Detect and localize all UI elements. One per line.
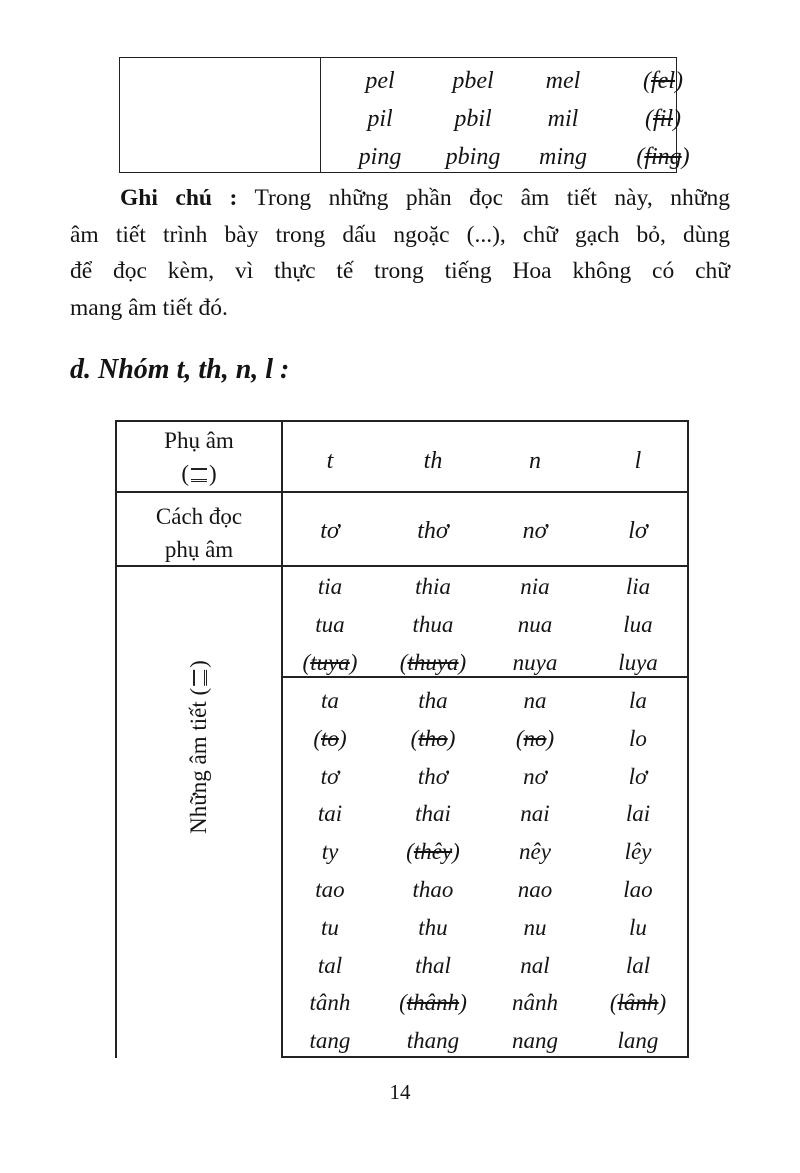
top-table-cell: (fing): [636, 144, 690, 170]
syllable-cell: thua: [412, 612, 454, 637]
top-table-cell: (fel): [643, 68, 683, 94]
struck-syllable: lânh: [617, 990, 659, 1016]
top-table-cell: pbel: [452, 68, 494, 94]
struck-syllable: tho: [418, 725, 448, 751]
syllable-cell: tânh: [309, 990, 351, 1016]
syllable-cell: lia: [625, 574, 651, 599]
syllable-cell: thao: [412, 877, 454, 902]
struck-syllable: thuya: [407, 650, 459, 675]
syllable-cell: thơ: [417, 763, 449, 789]
syllable-cell: nia: [520, 574, 550, 599]
syllable-cell: lu: [629, 914, 647, 940]
table-rule-header: [115, 491, 689, 493]
syllable-cell: thang: [406, 1028, 460, 1054]
syllable-cell: nânh: [512, 990, 558, 1016]
syllable-cell: thal: [415, 952, 451, 978]
table-border-top: [115, 420, 689, 422]
chinese-char-glyph-icon: [191, 468, 207, 482]
struck-syllable: to: [321, 725, 339, 751]
syllable-cell: thai: [415, 801, 451, 827]
note-paragraph: [70, 180, 730, 326]
syllable-cell: (to): [313, 725, 347, 751]
syllable-cell: (tho): [410, 725, 456, 751]
syllable-cell: ty: [321, 839, 339, 865]
syllable-cell: nai: [520, 801, 550, 827]
syllable-cell: (thêy): [406, 839, 460, 865]
syllable-cell: tơ: [320, 763, 340, 789]
syllable-cell: tua: [315, 612, 345, 637]
syllable-cell: lua: [623, 612, 653, 637]
syllable-cell: lo: [629, 725, 647, 751]
top-table-cell: (fil): [644, 106, 681, 132]
note-line-4: mang âm tiết đó.: [70, 294, 228, 321]
syllable-cell: nêy: [519, 839, 551, 865]
syllable-cell: ta: [321, 688, 339, 713]
reading-l: lơ: [628, 518, 648, 544]
top-table-cell: mil: [547, 106, 579, 132]
struck-syllable: thânh: [406, 990, 460, 1016]
reading-t: tơ: [320, 518, 340, 544]
syllable-cell: tang: [309, 1028, 351, 1054]
syllable-cell: nuya: [512, 650, 558, 675]
reading-header-label: Cách đọc phụ âm: [155, 504, 243, 562]
syllable-cell: nao: [517, 877, 553, 902]
top-table: [119, 57, 690, 173]
consonant-th: th: [423, 448, 443, 474]
syllable-cell: nang: [512, 1028, 558, 1054]
syllable-cell: (tuya): [302, 650, 358, 675]
syllable-cell: lêy: [624, 839, 652, 865]
syllable-cell: nal: [520, 952, 550, 978]
note-line-2: âm tiết trình bày trong dấu ngoặc (...), chữ gạch bỏ, dùng: [70, 221, 730, 248]
top-table-cell: ming: [539, 144, 587, 170]
page-number: 14: [389, 1080, 411, 1104]
struck-syllable: no: [523, 725, 547, 751]
consonant-l: l: [634, 448, 642, 474]
syllable-cell: (no): [515, 725, 555, 751]
note-label: Ghi chú :: [120, 185, 238, 211]
syllable-cell: nua: [517, 612, 553, 637]
syllable-cell: lal: [625, 952, 651, 978]
syllables-row-label: Những âm tiết (): [186, 660, 211, 834]
reading-th: thơ: [417, 518, 449, 544]
struck-syllable: tuya: [310, 650, 350, 675]
top-table-divider: [320, 58, 321, 172]
syllable-cell: lang: [617, 1028, 659, 1054]
consonant-t: t: [326, 448, 334, 474]
syllable-cell: tao: [315, 877, 345, 902]
struck-syllable: fel: [651, 68, 675, 94]
syllable-cell: (thânh): [399, 990, 467, 1016]
top-table-cell: ping: [358, 144, 402, 170]
consonant-table: [115, 420, 689, 1058]
reading-n: nơ: [522, 518, 548, 544]
note-line-1: Ghi chú : Trong những phần đọc âm tiết này, những: [120, 185, 730, 211]
top-table-cell: mel: [545, 68, 581, 94]
top-table-cell: pbil: [454, 106, 492, 132]
top-table-cell: pbing: [445, 144, 501, 170]
top-table-cell: pil: [367, 106, 393, 132]
table-border-bottom: [283, 1056, 689, 1058]
syllable-cell: nơ: [523, 763, 547, 789]
note-line-3: để đọc kèm, vì thực tế trong tiếng Hoa không có chữ: [70, 258, 730, 284]
syllable-cell: thu: [418, 914, 448, 940]
syllable-cell: thia: [415, 574, 451, 599]
struck-syllable: fing: [644, 144, 682, 170]
syllable-cell: (lânh): [609, 990, 667, 1016]
syllable-cell: lai: [625, 801, 651, 827]
syllable-cell: tai: [317, 801, 343, 827]
struck-syllable: fil: [652, 106, 673, 132]
syllable-cell: na: [523, 688, 547, 713]
section-heading: d. Nhóm t, th, n, l :: [70, 354, 290, 385]
consonant-header-label: Phụ âm ( ): [164, 428, 234, 486]
top-table-cell: pel: [365, 68, 395, 94]
syllable-cell: tu: [321, 914, 339, 940]
syllable-cell: tia: [317, 574, 343, 599]
syllable-cell: la: [629, 688, 647, 713]
syllable-cell: luya: [618, 650, 658, 675]
syllable-cell: (thuya): [399, 650, 467, 675]
syllable-cell: nu: [523, 914, 547, 940]
syllable-cell: lao: [623, 877, 653, 902]
syllable-cell: tal: [317, 952, 343, 978]
chinese-char-glyph-icon: [193, 670, 207, 686]
struck-syllable: thêy: [413, 839, 453, 865]
syllable-cell: lơ: [628, 763, 648, 789]
syllable-cell: tha: [418, 688, 448, 713]
consonant-n: n: [529, 448, 541, 474]
